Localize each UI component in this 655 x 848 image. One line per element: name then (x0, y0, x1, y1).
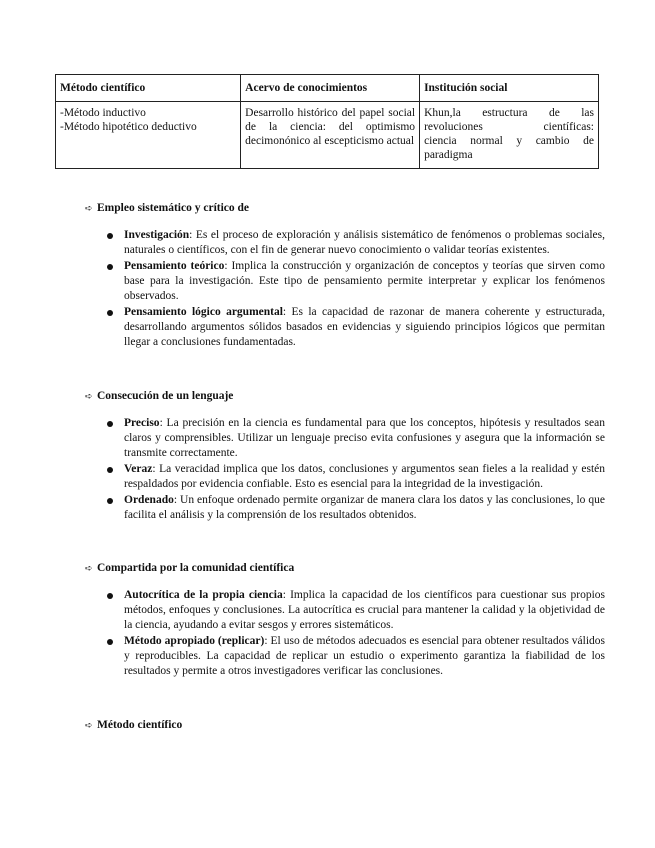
arrow-icon: ➪ (85, 202, 93, 213)
list-item (85, 259, 605, 304)
table-cell (56, 102, 241, 169)
cell-line: Khun,la estructura de las revoluciones científicas: (424, 107, 594, 133)
item-text: : Es la capacidad de razonar de manera coherente y estructurada, desarrollando argumentos sólidos basados en evidencias y siguiendo principios lógicos que permitan llegar a conclusiones fundamentadas. (124, 306, 605, 348)
section-empleo (85, 200, 605, 351)
cell-line: -Método inductivo (60, 107, 146, 119)
section-lenguaje (85, 388, 605, 524)
section-title: Compartida por la comunidad científica (97, 561, 295, 574)
bullet-icon (107, 421, 113, 427)
table-header-cell: Método científico (56, 75, 241, 102)
list-item (85, 634, 605, 679)
item-term: Ordenado (124, 494, 174, 506)
table-header-cell: Institución social (420, 75, 599, 102)
section-heading (85, 717, 605, 733)
summary-table (55, 74, 599, 169)
item-text: : Implica la capacidad de los científicos para cuestionar sus propios métodos, enfoques y conclusiones. La autocrítica es crucial para mantener la calidad y la objetividad de la ciencia, ayudando a evitar sesgos y errores sistemáticos. (124, 589, 605, 631)
item-term: Preciso (124, 417, 160, 429)
section-heading (85, 388, 605, 404)
arrow-icon: ➪ (85, 719, 93, 730)
cell-line: -Método hipotético deductivo (60, 121, 197, 133)
item-term: Pensamiento lógico argumental (124, 306, 283, 318)
item-text: : La veracidad implica que los datos, conclusiones y argumentos sean fieles a la realidad y estén respaldados por evidencia confiable. Esto es esencial para la integridad de la investigación. (124, 463, 605, 490)
bullet-list (85, 416, 605, 523)
section-title: Método científico (97, 718, 183, 731)
list-item (85, 228, 605, 258)
section-heading (85, 560, 605, 576)
bullet-icon (107, 310, 113, 316)
table-header-cell: Acervo de conocimientos (241, 75, 420, 102)
item-text: : La precisión en la ciencia es fundamental para que los conceptos, hipótesis y resultados sean claros y comprensibles. Utilizar un lenguaje preciso evita confusiones y asegura que la información se transmite correctamente. (124, 417, 605, 459)
item-term: Método apropiado (replicar) (124, 635, 265, 647)
bullet-icon (107, 498, 113, 504)
bullet-icon (107, 639, 113, 645)
list-item (85, 305, 605, 350)
cell-line: ciencia normal y cambio de paradigma (424, 135, 594, 161)
item-term: Autocrítica de la propia ciencia (124, 589, 283, 601)
bullet-list (85, 228, 605, 350)
table-cell (420, 102, 599, 169)
list-item (85, 588, 605, 633)
section-metodo (85, 717, 605, 733)
bullet-icon (107, 467, 113, 473)
item-text: : Un enfoque ordenado permite organizar de manera clara los datos y las conclusiones, lo que facilita el análisis y la comprensión de los resultados obtenidos. (124, 494, 605, 521)
bullet-icon (107, 233, 113, 239)
table-cell: Desarrollo histórico del papel social de la ciencia: del optimismo decimonónico al escepticismo actual (241, 102, 420, 169)
bullet-icon (107, 264, 113, 270)
bullet-icon (107, 593, 113, 599)
item-text: : Implica la construcción y organización de conceptos y teorías que sirven como base para la investigación. Este tipo de pensamiento permite interpretar y explicar los fenómenos observados. (124, 260, 605, 302)
list-item (85, 493, 605, 523)
item-term: Pensamiento teórico (124, 260, 225, 272)
table-header-row (56, 75, 599, 102)
arrow-icon: ➪ (85, 562, 93, 573)
section-compartida (85, 560, 605, 680)
list-item (85, 416, 605, 461)
item-text: : El uso de métodos adecuados es esencial para obtener resultados válidos y reproducibles. La capacidad de replicar un estudio o experimento garantiza la fiabilidad de los resultados y permite a otros investigadores verificar las conclusiones. (124, 635, 605, 677)
item-term: Veraz (124, 463, 153, 475)
list-item (85, 462, 605, 492)
arrow-icon: ➪ (85, 390, 93, 401)
table-row (56, 102, 599, 169)
bullet-list (85, 588, 605, 679)
section-title: Consecución de un lenguaje (97, 389, 234, 402)
section-heading (85, 200, 605, 216)
item-term: Investigación (124, 229, 190, 241)
section-title: Empleo sistemático y crítico de (97, 201, 250, 214)
item-text: : Es el proceso de exploración y análisis sistemático de fenómenos o problemas sociales, naturales o científicos, con el fin de generar nuevo conocimiento o validar teorías existentes. (124, 229, 605, 256)
